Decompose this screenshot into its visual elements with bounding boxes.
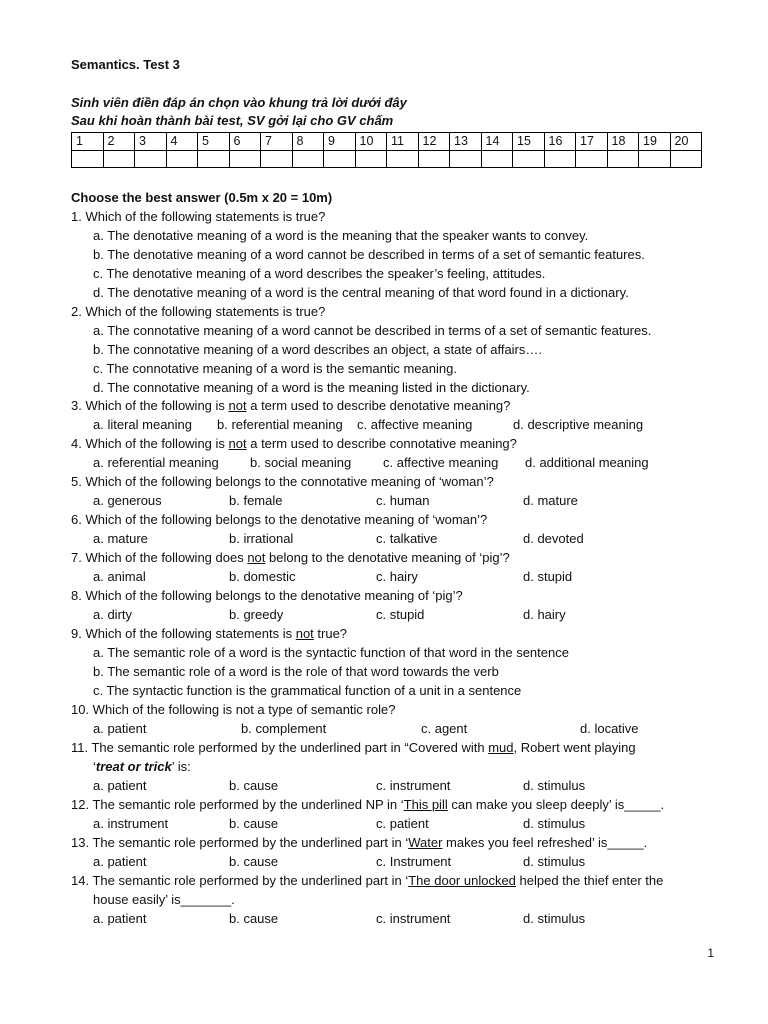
q2-option-b: b. The connotative meaning of a word describes an object, a state of affairs…. bbox=[93, 342, 543, 357]
q1-option-d: d. The denotative meaning of a word is the central meaning of that word found in a dictionary. bbox=[93, 285, 629, 300]
question-8: 8. Which of the following belongs to the denotative meaning of ‘pig’? bbox=[71, 588, 463, 603]
answer-number-cell: 8 bbox=[292, 133, 324, 151]
q5-option-b: b. female bbox=[229, 493, 283, 508]
answer-number-cell: 20 bbox=[670, 133, 702, 151]
test-title: Semantics. Test 3 bbox=[71, 57, 180, 72]
q11-option-a: a. patient bbox=[93, 778, 147, 793]
page-number: 1 bbox=[707, 946, 714, 960]
answer-entry-cell[interactable] bbox=[229, 151, 261, 168]
answer-number-cell: 1 bbox=[72, 133, 104, 151]
answer-entry-cell[interactable] bbox=[198, 151, 230, 168]
answer-number-cell: 14 bbox=[481, 133, 513, 151]
q3-option-c: c. affective meaning bbox=[357, 417, 473, 432]
q14-option-d: d. stimulus bbox=[523, 911, 586, 926]
q14-option-b: b. cause bbox=[229, 911, 279, 926]
answer-entry-cell[interactable] bbox=[576, 151, 608, 168]
q14-option-c: c. instrument bbox=[376, 911, 451, 926]
q11-option-c: c. instrument bbox=[376, 778, 451, 793]
answer-number-cell: 13 bbox=[450, 133, 482, 151]
answer-number-cell: 5 bbox=[198, 133, 230, 151]
q7-option-a: a. animal bbox=[93, 569, 146, 584]
q7-option-d: d. stupid bbox=[523, 569, 573, 584]
answer-entry-cell[interactable] bbox=[387, 151, 419, 168]
answer-entry-cell[interactable] bbox=[670, 151, 702, 168]
question-10: 10. Which of the following is not a type of semantic role? bbox=[71, 702, 396, 717]
question-3: 3. Which of the following is not a term used to describe denotative meaning? bbox=[71, 398, 511, 413]
answer-number-cell: 7 bbox=[261, 133, 293, 151]
question-7: 7. Which of the following does not belong to the denotative meaning of ‘pig’? bbox=[71, 550, 510, 565]
answer-entry-cell[interactable] bbox=[544, 151, 576, 168]
q13-option-a: a. patient bbox=[93, 854, 147, 869]
instruction-line-1: Sinh viên điền đáp án chọn vào khung trả lời dưới đây bbox=[71, 95, 407, 110]
q10-option-d: d. locative bbox=[580, 721, 639, 736]
answer-number-cell: 2 bbox=[103, 133, 135, 151]
q12-option-a: a. instrument bbox=[93, 816, 169, 831]
answer-entry-cell[interactable] bbox=[418, 151, 450, 168]
question-14-line-2: house easily’ is_______. bbox=[93, 892, 235, 907]
q12-option-b: b. cause bbox=[229, 816, 279, 831]
q13-option-d: d. stimulus bbox=[523, 854, 586, 869]
q4-option-a: a. referential meaning bbox=[93, 455, 219, 470]
answer-number-cell: 18 bbox=[607, 133, 639, 151]
q1-option-a: a. The denotative meaning of a word is the meaning that the speaker wants to convey. bbox=[93, 228, 589, 243]
question-11: 11. The semantic role performed by the underlined part in “Covered with mud, Robert went playing bbox=[71, 740, 636, 755]
q5-option-c: c. human bbox=[376, 493, 430, 508]
q10-option-c: c. agent bbox=[421, 721, 468, 736]
answer-entry-cell[interactable] bbox=[135, 151, 167, 168]
answer-entry-cell[interactable] bbox=[261, 151, 293, 168]
q11-option-d: d. stimulus bbox=[523, 778, 586, 793]
answer-entry-row bbox=[72, 151, 702, 168]
answer-entry-cell[interactable] bbox=[72, 151, 104, 168]
question-12: 12. The semantic role performed by the underlined NP in ‘This pill can make you sleep deeply’ is_____. bbox=[71, 797, 665, 812]
answer-number-cell: 19 bbox=[639, 133, 671, 151]
question-1: 1. Which of the following statements is true? bbox=[71, 209, 326, 224]
q9-option-c: c. The syntactic function is the grammatical function of a unit in a sentence bbox=[93, 683, 522, 698]
question-2: 2. Which of the following statements is true? bbox=[71, 304, 326, 319]
q1-option-b: b. The denotative meaning of a word cannot be described in terms of a set of semantic features. bbox=[93, 247, 645, 262]
answer-entry-cell[interactable] bbox=[103, 151, 135, 168]
instruction-line-2: Sau khi hoàn thành bài test, SV gởi lại cho GV chấm bbox=[71, 113, 394, 128]
q6-option-a: a. mature bbox=[93, 531, 148, 546]
question-11-line-2: ‘treat or trick’ is: bbox=[93, 759, 191, 774]
q8-option-b: b. greedy bbox=[229, 607, 284, 622]
answer-number-cell: 9 bbox=[324, 133, 356, 151]
q10-option-a: a. patient bbox=[93, 721, 147, 736]
q12-option-c: c. patient bbox=[376, 816, 429, 831]
answer-table bbox=[71, 132, 702, 168]
answer-number-cell: 17 bbox=[576, 133, 608, 151]
answer-entry-cell[interactable] bbox=[355, 151, 387, 168]
answer-entry-cell[interactable] bbox=[639, 151, 671, 168]
q12-option-d: d. stimulus bbox=[523, 816, 586, 831]
q2-option-a: a. The connotative meaning of a word cannot be described in terms of a set of semantic features. bbox=[93, 323, 652, 338]
question-5: 5. Which of the following belongs to the connotative meaning of ‘woman’? bbox=[71, 474, 494, 489]
q5-option-a: a. generous bbox=[93, 493, 162, 508]
q4-option-d: d. additional meaning bbox=[525, 455, 649, 470]
q6-option-d: d. devoted bbox=[523, 531, 584, 546]
answer-number-cell: 6 bbox=[229, 133, 261, 151]
q8-option-c: c. stupid bbox=[376, 607, 425, 622]
q9-option-a: a. The semantic role of a word is the syntactic function of that word in the sentence bbox=[93, 645, 569, 660]
question-14: 14. The semantic role performed by the underlined part in ‘The door unlocked helped the thief enter the bbox=[71, 873, 664, 888]
question-6: 6. Which of the following belongs to the denotative meaning of ‘woman’? bbox=[71, 512, 488, 527]
q3-option-b: b. referential meaning bbox=[217, 417, 343, 432]
q3-option-a: a. literal meaning bbox=[93, 417, 192, 432]
q5-option-d: d. mature bbox=[523, 493, 578, 508]
answer-number-cell: 10 bbox=[355, 133, 387, 151]
q6-option-b: b. irrational bbox=[229, 531, 294, 546]
q7-option-b: b. domestic bbox=[229, 569, 296, 584]
answer-number-cell: 16 bbox=[544, 133, 576, 151]
answer-entry-cell[interactable] bbox=[607, 151, 639, 168]
q2-option-d: d. The connotative meaning of a word is the meaning listed in the dictionary. bbox=[93, 380, 530, 395]
q8-option-d: d. hairy bbox=[523, 607, 566, 622]
answer-number-cell: 12 bbox=[418, 133, 450, 151]
q10-option-b: b. complement bbox=[241, 721, 327, 736]
answer-number-row bbox=[72, 133, 702, 151]
answer-entry-cell[interactable] bbox=[324, 151, 356, 168]
section-title: Choose the best answer (0.5m x 20 = 10m) bbox=[71, 190, 333, 205]
answer-number-cell: 11 bbox=[387, 133, 419, 151]
q11-option-b: b. cause bbox=[229, 778, 279, 793]
q14-option-a: a. patient bbox=[93, 911, 147, 926]
answer-entry-cell[interactable] bbox=[450, 151, 482, 168]
q8-option-a: a. dirty bbox=[93, 607, 133, 622]
question-4: 4. Which of the following is not a term used to describe connotative meaning? bbox=[71, 436, 517, 451]
q1-option-c: c. The denotative meaning of a word describes the speaker’s feeling, attitudes. bbox=[93, 266, 546, 281]
answer-entry-cell[interactable] bbox=[513, 151, 545, 168]
q4-option-c: c. affective meaning bbox=[383, 455, 499, 470]
answer-entry-cell[interactable] bbox=[481, 151, 513, 168]
q4-option-b: b. social meaning bbox=[250, 455, 352, 470]
answer-number-cell: 3 bbox=[135, 133, 167, 151]
q9-option-b: b. The semantic role of a word is the role of that word towards the verb bbox=[93, 664, 499, 679]
answer-entry-cell[interactable] bbox=[166, 151, 198, 168]
answer-number-cell: 15 bbox=[513, 133, 545, 151]
q13-option-b: b. cause bbox=[229, 854, 279, 869]
answer-number-cell: 4 bbox=[166, 133, 198, 151]
q6-option-c: c. talkative bbox=[376, 531, 438, 546]
q3-option-d: d. descriptive meaning bbox=[513, 417, 644, 432]
question-13: 13. The semantic role performed by the underlined part in ‘Water makes you feel refreshed’ is_____. bbox=[71, 835, 648, 850]
answer-entry-cell[interactable] bbox=[292, 151, 324, 168]
q13-option-c: c. Instrument bbox=[376, 854, 452, 869]
q2-option-c: c. The connotative meaning of a word is the semantic meaning. bbox=[93, 361, 457, 376]
question-9: 9. Which of the following statements is not true? bbox=[71, 626, 348, 641]
q7-option-c: c. hairy bbox=[376, 569, 418, 584]
